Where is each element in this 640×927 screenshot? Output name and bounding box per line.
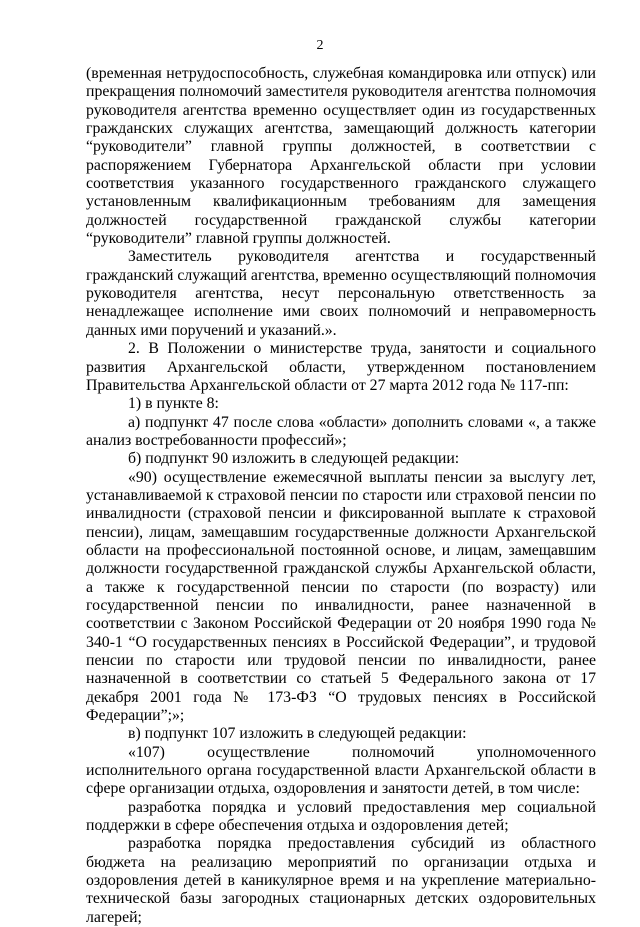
paragraph-continuation: (временная нетрудоспособность, служебная командировка или отпуск) или прекращения полномочий заместителя руководителя агентства полномочия руководителя агентства временно осуществляет один из государственных гражданских служащих агентства, замещающий должность категории “руководители” главной группы должностей, в соответствии с распоряжением Губернатора Архангельской области при условии соответствия указанного государственного гражданского служащего установленным квалификационным требованиям для замещения должностей государственной гражданской службы категории “руководители” главной группы должностей. xyxy=(86,65,596,248)
paragraph-subitem-b: б) подпункт 90 изложить в следующей редакции: xyxy=(128,450,460,468)
paragraph-subitem-v: в) подпункт 107 изложить в следующей редакции: xyxy=(128,725,467,743)
paragraph-deputy-responsibility: Заместитель руководителя агентства и государственный гражданский служащий агентства, временно осуществляющий полномочия руководителя агентства, несут персональную ответственность за ненадлежащее исполнение ими своих полномочий и неправомерность данных ими поручений и указаний.». xyxy=(86,248,596,339)
paragraph-subitem-1: 1) в пункте 8: xyxy=(128,395,219,413)
paragraph-subsidies: разработка порядка предоставления субсидий из областного бюджета на реализацию мероприятий по организации отдыха и оздоровления детей в каникулярное время и на укрепление материально-технической базы загородных стационарных детских оздоровительных лагерей; xyxy=(86,835,596,926)
page-number: 2 xyxy=(316,38,324,53)
paragraph-clause-90: «90) осуществление ежемесячной выплаты пенсии за выслугу лет, устанавливаемой к страховой пенсии по старости или страховой пенсии по инвалидности (страховой пенсии и фиксированной выплате к страховой пенсии), лицам, замещавшим государственные должности Архангельской области на профессиональной постоянной основе, и лицам, замещавшим должности государственной гражданской службы Архангельской области, а также к государственной пенсии по старости (по возрасту) или государственной пенсии по инвалидности, ранее назначенной в соответствии с Законом Российской Федерации от 20 ноября 1990 года № 340-1 “О государственных пенсиях в Российской Федерации”, и трудовой пенсии по старости или трудовой пенсии по инвалидности, ранее назначенной в соответствии со статьей 5 Федерального закона от 17 декабря 2001 года № 173-ФЗ “О трудовых пенсиях в Российской Федерации”;»; xyxy=(86,468,596,725)
paragraph-clause-107: «107) осуществление полномочий уполномоченного исполнительного органа государственной власти Архангельской области в сфере организации отдыха, оздоровления и занятости детей, в том числе: xyxy=(86,743,596,798)
document-body xyxy=(86,65,596,927)
paragraph-social-support: разработка порядка и условий предоставления мер социальной поддержки в сфере обеспечения отдыха и оздоровления детей; xyxy=(86,798,596,835)
paragraph-item-2: 2. В Положении о министерстве труда, занятости и социального развития Архангельской области, утвержденном постановлением Правительства Архангельской области от 27 марта 2012 года № 117-пп: xyxy=(86,340,596,394)
paragraph-subitem-a: а) подпункт 47 после слова «области» дополнить словами «, а также анализ востребованности профессий»; xyxy=(86,413,596,449)
